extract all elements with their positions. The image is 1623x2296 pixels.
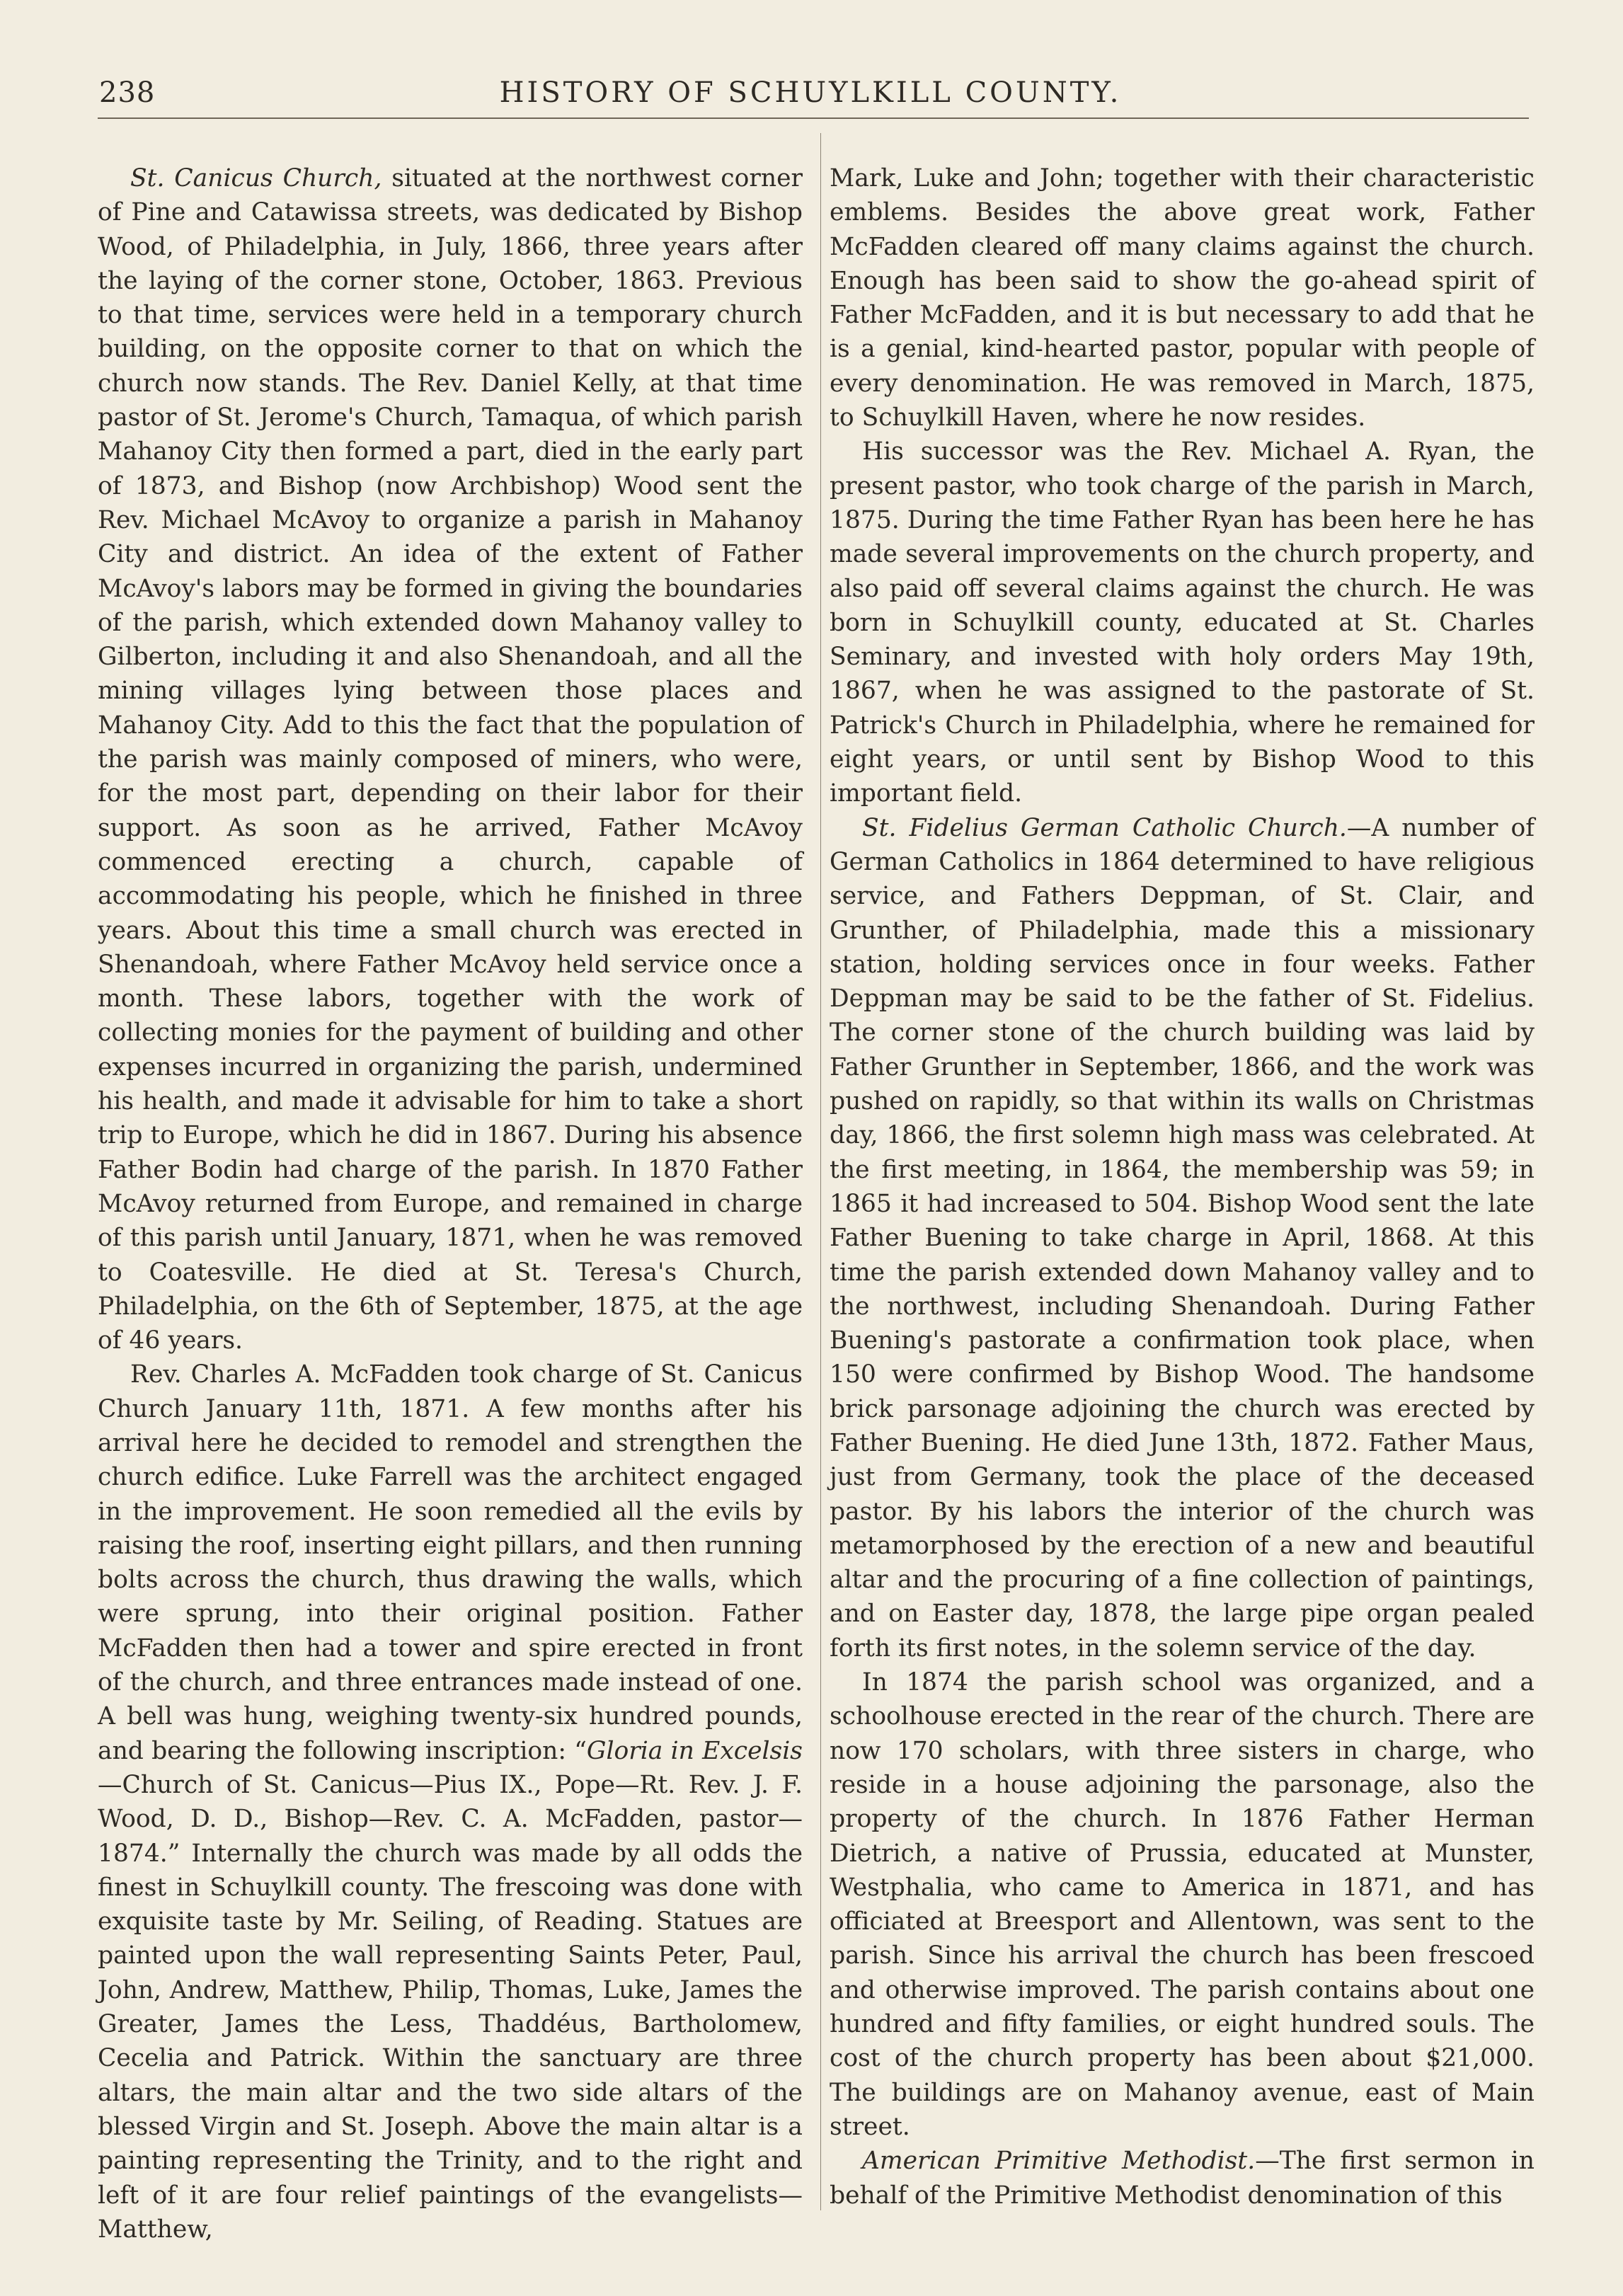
paragraph-st-fidelius-church bbox=[830, 811, 1535, 1665]
paragraph-continuation: Mark, Luke and John; together with their characteristic emblems. Besides the above great work, Father McFadden cleared off many claims against the church. Enough has been said to show the go-ahead spirit of Father McFadden, and it is but necessary to add that he is a genial, kind-hearted pastor, popular with people of every denomination. He was removed in March, 1875, to Schuylkill Haven, where he now resides. bbox=[830, 164, 1535, 432]
left-column bbox=[98, 161, 803, 2246]
paragraph-st-canicus-church bbox=[98, 161, 803, 1357]
inscription-text: Gloria in Excelsis bbox=[586, 1736, 803, 1765]
paragraph-text: Rev. Charles A. McFadden took charge of St. Canicus Church January 11th, 1871. A few months after his arrival here he decided to remodel and strengthen the church edifice. Luke Farrell was the architect engaged in the improvement. He soon remedied all the evils by raising the roof, inserting eight pillars, and then running bolts across the church, thus drawing the walls, which were sprung, into their original position. Father McFadden then had a tower and spire erected in front of the church, and three entrances made instead of one. A bell was hung, weighing twenty-six hundred pounds, and bearing the following inscription: “ bbox=[98, 1360, 803, 1765]
section-title: American Primitive Methodist. bbox=[862, 2147, 1256, 2176]
paragraph-text: —The first sermon in behalf of the Primitive Methodist denomination of this bbox=[830, 2147, 1535, 2210]
section-title: St. Canicus Church, bbox=[130, 164, 382, 193]
paragraph-text: situated at the northwest corner of Pine and Catawissa streets, was dedicated by Bishop Wood, of Philadelphia, in July, 1866, three years after the laying of the corner stone, October, 1863. Previous to that time, services were held in a temporary church building, on the opposite corner to that on which the church now stands. The Rev. Daniel Kelly, at that time pastor of St. Jerome's Church, Tamaqua, of which parish Mahanoy City then formed a part, died in the early part of 1873, and Bishop (now Archbishop) Wood sent the Rev. Michael McAvoy to organize a parish in Mahanoy City and district. An idea of the extent of Father McAvoy's labors may be formed in giving the boundaries of the parish, which extended down Mahanoy valley to Gilberton, including it and also Shenandoah, and all the mining villages lying between those places and Mahanoy City. Add to this the fact that the population of the parish was mainly composed of miners, who were, for the most part, depending on their labor for their support. As soon as he arrived, Father McAvoy commenced erecting a church, capable of accommodating his people, which he finished in three years. About this time a small church was erected in Shenandoah, where Father McAvoy held service once a month. These labors, together with the work of collecting monies for the payment of building and other expenses incurred in organizing the parish, undermined his health, and made it advisable for him to take a short trip to Europe, which he did in 1867. During his absence Father Bodin had charge of the parish. In 1870 Father McAvoy returned from Europe, and remained in charge of this parish until January, 1871, when he was removed to Coatesville. He died at St. Teresa's Church, Philadelphia, on the 6th of September, 1875, at the age of 46 years. bbox=[98, 164, 803, 1355]
header-rule bbox=[98, 117, 1529, 119]
column-divider bbox=[820, 133, 821, 2210]
paragraph-text: —A number of German Catholics in 1864 determined to have religious service, and Fathers Deppman, of St. Clair, and Grunther, of Philadelphia, made this a missionary station, holding services once in four weeks. Father Deppman may be said to be the father of St. Fidelius. The corner stone of the church building was laid by Father Grunther in September, 1866, and the work was pushed on rapidly, so that within its walls on Christmas day, 1866, the first solemn high mass was celebrated. At the first meeting, in 1864, the membership was 59; in 1865 it had increased to 504. Bishop Wood sent the late Father Buening to take charge in April, 1868. At this time the parish extended down Mahanoy valley and to the northwest, including Shenandoah. During Father Buening's pastorate a confirmation took place, when 150 were confirmed by Bishop Wood. The handsome brick parsonage adjoining the church was erected by Father Buening. He died June 13th, 1872. Father Maus, just from Germany, took the place of the deceased pastor. By his labors the interior of the church was metamorphosed by the erection of a new and beautiful altar and the procuring of a fine collection of paintings, and on Easter day, 1878, the large pipe organ pealed forth its first notes, in the solemn service of the day. bbox=[830, 813, 1535, 1663]
section-title: St. Fidelius German Catholic Church. bbox=[862, 813, 1347, 842]
paragraph-primitive-methodist bbox=[830, 2144, 1535, 2212]
paragraph-parish-school: In 1874 the parish school was organized, and a schoolhouse erected in the rear of the church. There are now 170 scholars, with three sisters in charge, who reside in a house adjoining the parsonage, also the property of the church. In 1876 Father Herman Dietrich, a native of Prussia, educated at Munster, Westphalia, who came to America in 1871, and has officiated at Breesport and Allentown, was sent to the parish. Since his arrival the church has been frescoed and otherwise improved. The parish contains about one hundred and fifty families, or eight hundred souls. The cost of the church property has been about $21,000. The buildings are on Mahanoy avenue, east of Main street. bbox=[830, 1668, 1535, 2141]
page-number: 238 bbox=[99, 76, 156, 109]
paragraph-mcfadden bbox=[98, 1357, 803, 2246]
right-column bbox=[830, 161, 1535, 2212]
paragraph-text: —Church of St. Canicus—Pius IX., Pope—Rt. Rev. J. F. Wood, D. D., Bishop—Rev. C. A. McFadden, pastor—1874.” Internally the church was made by all odds the finest in Schuylkill county. The frescoing was done with exquisite taste by Mr. Seiling, of Reading. Statues are painted upon the wall representing Saints Peter, Paul, John, Andrew, Matthew, Philip, Thomas, Luke, James the Greater, James the Less, Thaddéus, Bartholomew, Cecelia and Patrick. Within the sanctuary are three altars, the main altar and the two side altars of the blessed Virgin and St. Joseph. Above the main altar is a painting representing the Trinity, and to the right and left of it are four relief paintings of the evangelists—Matthew, bbox=[98, 1770, 803, 2244]
running-title: HISTORY OF SCHUYLKILL COUNTY. bbox=[499, 76, 1122, 109]
paragraph-ryan: His successor was the Rev. Michael A. Ryan, the present pastor, who took charge of the parish in March, 1875. During the time Father Ryan has been here he has made several improvements on the church property, and also paid off several claims against the church. He was born in Schuylkill county, educated at St. Charles Seminary, and invested with holy orders May 19th, 1867, when he was assigned to the pastorate of St. Patrick's Church in Philadelphia, where he remained for eight years, or until sent by Bishop Wood to this important field. bbox=[830, 437, 1535, 808]
